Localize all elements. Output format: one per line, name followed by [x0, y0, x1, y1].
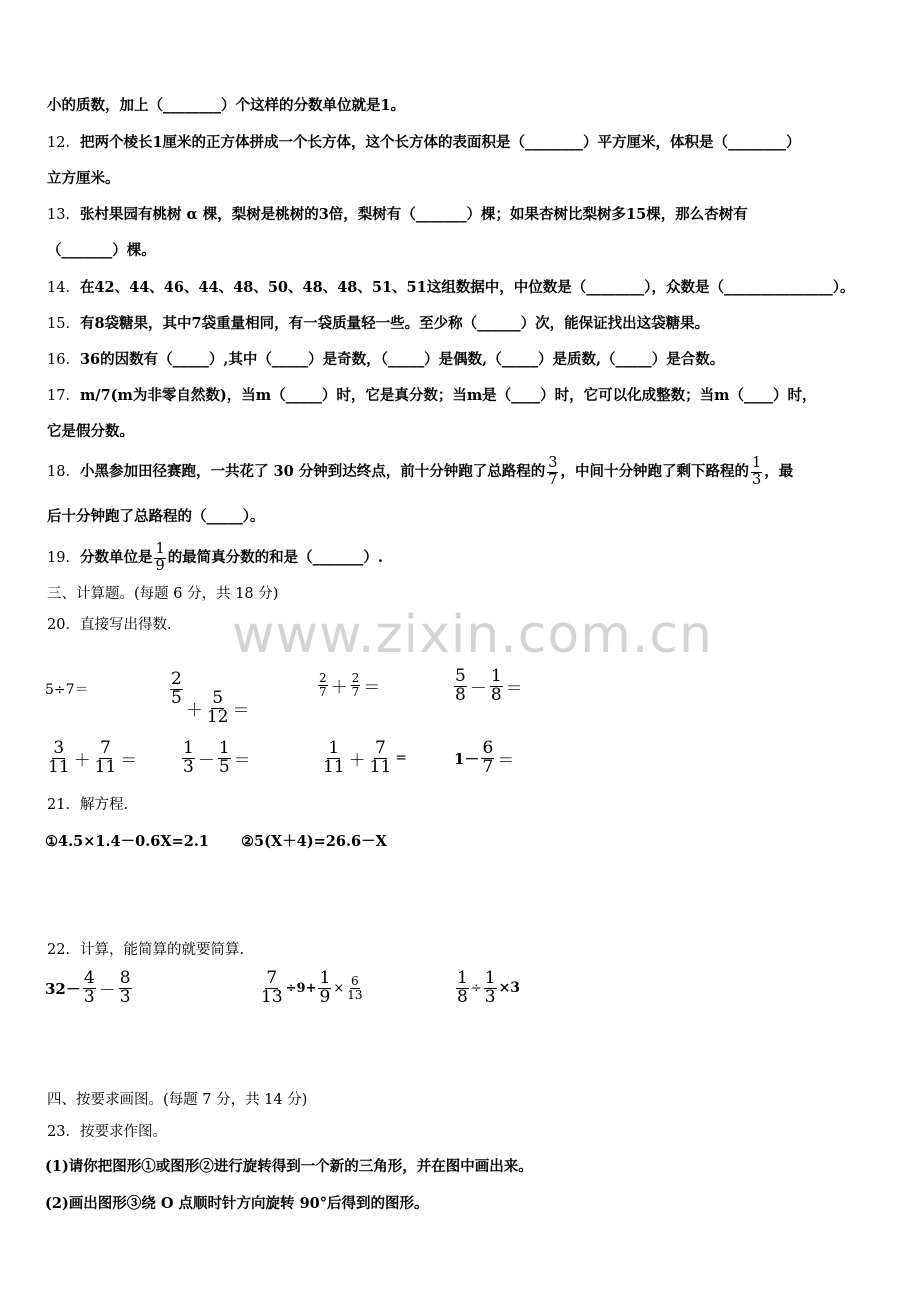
question-number: 14．	[47, 280, 80, 296]
question-text: 36的因数有（_____）,其中（_____）是奇数，（_____）是偶数,（_____）是质数,（_____）是合数。	[79, 351, 725, 368]
denominator: 3	[751, 471, 762, 488]
calc-20-h	[454, 740, 515, 777]
numerator: 3	[53, 738, 65, 758]
question-22	[47, 940, 244, 960]
numerator: 1	[183, 738, 194, 758]
question-21	[47, 795, 128, 815]
denominator: 3	[119, 986, 131, 1007]
denominator: 9	[319, 986, 331, 1007]
denominator: 7	[351, 684, 360, 699]
denominator: 13	[261, 986, 283, 1007]
numerator: 8	[119, 968, 131, 988]
fraction-1-3	[751, 456, 762, 487]
numerator: 2	[171, 669, 182, 689]
denominator: 3	[83, 986, 95, 1007]
calc-22-b	[258, 970, 366, 1007]
fraction	[322, 740, 346, 777]
prefix: 1－	[454, 749, 480, 768]
operator: ＋	[348, 750, 366, 771]
calc-20-a: 5÷7＝	[45, 682, 89, 698]
question-13-continuation: （_______）棵。	[47, 242, 156, 259]
operator: ＋	[330, 677, 348, 698]
question-23-part-2: (2)画出图形③绕 O 点顺时针方向旋转 90°后得到的图形。	[45, 1195, 429, 1212]
numerator: 6	[482, 738, 494, 758]
question-text: 计算，能简算的就要简算.	[79, 942, 245, 958]
section-3-heading: 三、计算题。(每题 6 分，共 18 分)	[47, 586, 279, 602]
question-text: 小黑参加田径赛跑，一共花了 30 分钟到达终点，前十分钟跑了总路程的	[79, 463, 546, 480]
numerator: 3	[548, 455, 558, 472]
question-14	[47, 278, 854, 298]
fraction	[47, 740, 71, 777]
question-number: 17．	[47, 388, 80, 404]
question-text: 分数单位是	[79, 549, 153, 566]
fraction	[206, 690, 230, 727]
fraction	[318, 672, 328, 698]
question-15	[47, 314, 709, 334]
denominator: 3	[484, 986, 496, 1007]
numerator: 4	[83, 968, 95, 988]
question-16	[47, 350, 724, 370]
question-18	[47, 452, 793, 492]
numerator: 1	[319, 968, 331, 988]
numerator: 1	[490, 666, 502, 686]
denominator: 11	[369, 756, 392, 777]
equals: ＝	[120, 750, 138, 771]
equals: ＝	[505, 678, 523, 699]
question-text: ，最	[764, 463, 794, 480]
numerator: 7	[375, 738, 386, 758]
calc-22-a	[45, 970, 134, 1007]
fraction	[182, 740, 195, 777]
watermark: www.zixin.com.cn	[232, 605, 713, 665]
fraction-1-9	[154, 542, 165, 573]
denominator: 11	[323, 756, 345, 777]
question-text: 按要求作图。	[79, 1124, 167, 1140]
question-13	[47, 205, 748, 225]
numerator: 1	[457, 968, 468, 988]
question-number: 18．	[47, 464, 80, 480]
equals: ＝	[363, 677, 381, 698]
question-12-continuation: 立方厘米。	[47, 170, 120, 187]
denominator: 7	[319, 684, 327, 699]
denominator: 13	[347, 987, 363, 1002]
question-20	[47, 615, 172, 635]
fraction	[94, 740, 118, 777]
calc-20-b	[168, 652, 250, 727]
fraction	[490, 668, 503, 705]
question-text: 解方程.	[79, 797, 129, 813]
denominator: 8	[457, 986, 468, 1007]
denominator: 7	[548, 471, 558, 488]
fraction	[119, 970, 132, 1007]
section-4-heading: 四、按要求画图。(每题 7 分，共 14 分)	[47, 1092, 308, 1108]
question-text: 的最简真分数的和是（_______）.	[167, 549, 383, 566]
denominator: 12	[206, 706, 229, 727]
question-text: 有8袋糖果，其中7袋重量相同，有一袋质量轻一些。至少称（______）次，能保证找出这袋糖果。	[79, 315, 710, 332]
question-17	[47, 386, 817, 406]
fraction	[481, 740, 494, 777]
question-18-continuation: 后十分钟跑了总路程的（_____）。	[47, 508, 265, 525]
question-number: 16．	[47, 352, 80, 368]
question-12	[47, 133, 801, 153]
fraction	[218, 740, 231, 777]
equals: =	[395, 750, 408, 767]
fraction	[318, 970, 331, 1007]
calc-20-e	[45, 740, 138, 777]
calc-20-d	[452, 668, 524, 705]
operator: ＋	[73, 750, 91, 771]
denominator: 8	[455, 684, 466, 705]
numerator: 1	[328, 738, 340, 758]
suffix: ×3	[498, 980, 521, 997]
question-text: ，中间十分钟跑了剩下路程的	[560, 463, 749, 480]
numerator: 7	[266, 968, 278, 988]
question-text: m/7(m为非零自然数)，当m（_____）时，它是真分数；当m是（____）时，它可以化成整数；当m（____）时，	[79, 387, 817, 404]
operator: －	[197, 750, 215, 771]
equation-1: ①4.5×1.4－0.6X=2.1	[45, 833, 209, 850]
question-19	[47, 538, 383, 578]
denominator: 11	[94, 756, 117, 777]
prefix: 32－	[45, 979, 81, 998]
denominator: 3	[183, 756, 194, 777]
operator: －	[98, 980, 116, 1001]
calc-20-g	[320, 740, 408, 777]
fraction	[83, 970, 96, 1007]
numerator: 2	[319, 671, 327, 685]
equals: ＝	[233, 750, 251, 771]
denominator: 8	[490, 684, 502, 705]
numerator: 5	[212, 688, 224, 708]
question-number: 23．	[47, 1124, 80, 1140]
denominator: 5	[218, 756, 230, 777]
question-number: 22．	[47, 942, 80, 958]
fraction	[454, 668, 467, 705]
fraction	[346, 975, 363, 1001]
question-text: 在42、44、46、44、48、50、48、48、51、51这组数据中，中位数是（________），众数是（_______________）。	[79, 279, 855, 296]
fraction-3-7	[547, 456, 558, 487]
question-text: 张村果园有桃树 α 棵，梨树是桃树的3倍，梨树有（_______）棵；如果杏树比梨树多15棵，那么杏树有	[79, 206, 748, 223]
numerator: 1	[484, 968, 496, 988]
line-q11-continuation: 小的质数，加上（________）个这样的分数单位就是1。	[47, 97, 406, 114]
fraction	[484, 970, 497, 1007]
fraction	[351, 672, 361, 698]
numerator: 6	[351, 974, 359, 989]
operator: ×	[333, 980, 345, 996]
question-number: 15．	[47, 316, 80, 332]
operator: ＋	[185, 700, 203, 721]
denominator: 5	[171, 687, 182, 708]
question-17-continuation: 它是假分数。	[47, 423, 134, 440]
question-number: 13．	[47, 207, 80, 223]
operator: ÷	[470, 980, 482, 996]
numerator: 7	[100, 738, 111, 758]
numerator: 1	[751, 455, 762, 472]
question-number: 20．	[47, 617, 80, 633]
question-number: 12．	[47, 135, 80, 151]
question-number: 21．	[47, 797, 80, 813]
question-23	[47, 1122, 167, 1142]
calc-22-c	[454, 970, 520, 1007]
equals: ＝	[232, 700, 250, 721]
question-text: 把两个棱长1厘米的正方体拼成一个长方体，这个长方体的表面积是（________）平方厘米，体积是（________）	[79, 134, 801, 151]
question-23-part-1: (1)请你把图形①或图形②进行旋转得到一个新的三角形，并在图中画出来。	[45, 1158, 533, 1175]
numerator: 1	[155, 541, 165, 558]
fraction	[456, 970, 469, 1007]
denominator: 9	[155, 557, 165, 574]
calc-20-c	[316, 672, 381, 698]
numerator: 5	[455, 666, 466, 686]
denominator: 11	[48, 756, 70, 777]
equals: ＝	[497, 750, 515, 771]
equation-2: ②5(X＋4)=26.6－X	[241, 833, 387, 850]
calc-20-f	[180, 740, 252, 777]
question-text: 直接写出得数.	[79, 617, 172, 633]
denominator: 7	[482, 756, 494, 777]
operator: －	[469, 678, 487, 699]
numerator: 2	[351, 671, 360, 685]
fraction	[170, 671, 183, 708]
numerator: 1	[218, 738, 230, 758]
question-number: 19．	[47, 550, 80, 566]
operator: ÷9+	[285, 980, 317, 996]
fraction	[260, 970, 284, 1007]
fraction	[369, 740, 393, 777]
